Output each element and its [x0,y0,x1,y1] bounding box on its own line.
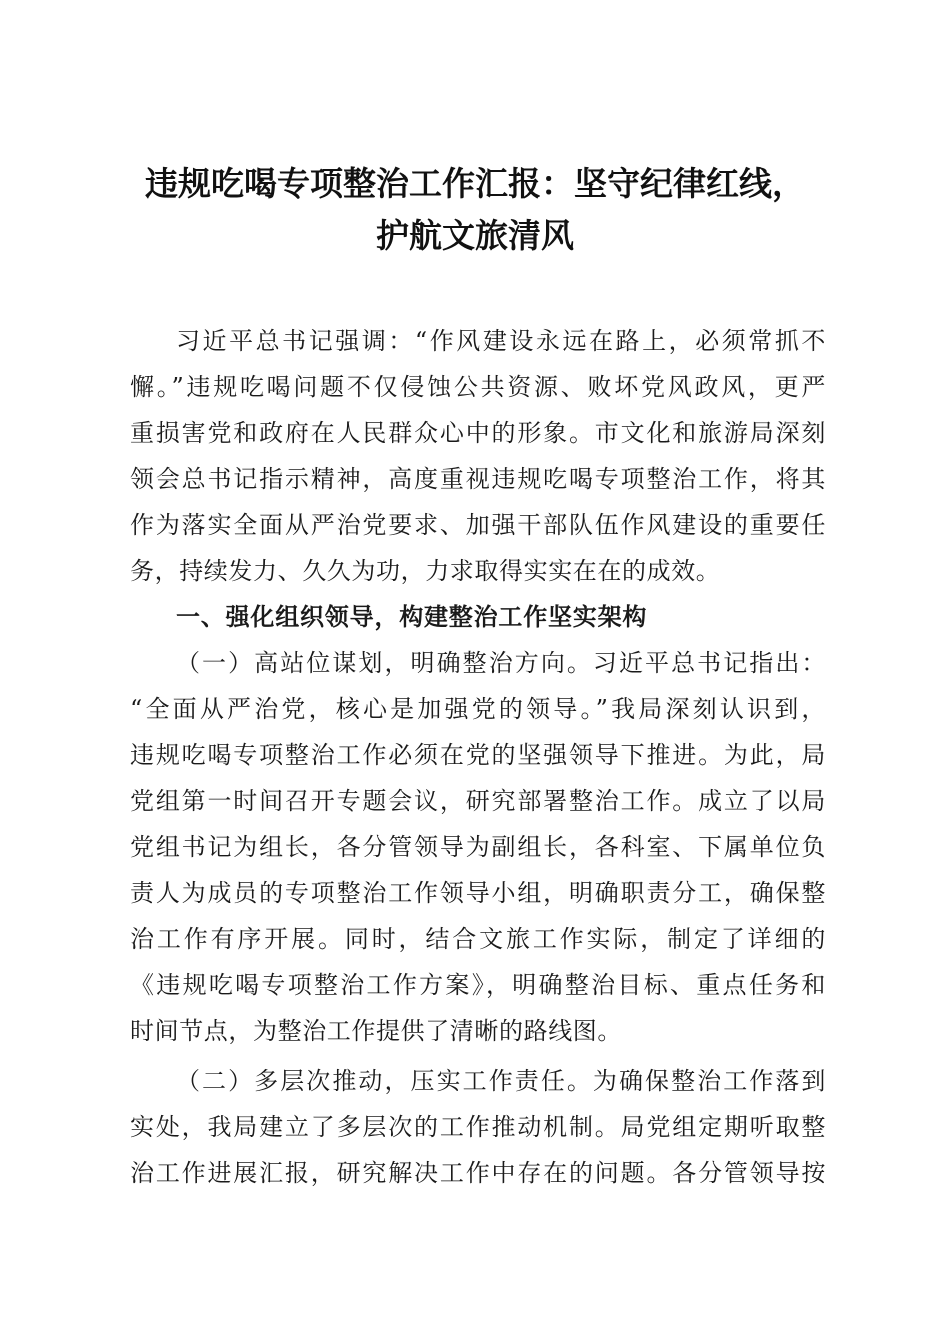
paragraph-line: 务，持续发力、久久为功，力求取得实实在在的成效。 [130,557,721,585]
subsection-2-paragraph [130,1058,826,1196]
paragraph-line: 违规吃喝专项整治工作必须在党的坚强领导下推进。为此，局 [130,741,826,769]
document-title [100,158,850,262]
paragraph-line: “全面从严治党，核心是加强党的领导。”我局深刻认识到， [130,695,826,723]
paragraph-line: 实处，我局建立了多层次的工作推动机制。局党组定期听取整 [130,1113,826,1141]
title-line-2: 护航文旅清风 [376,216,574,255]
paragraph-line: 习近平总书记强调：“作风建设永远在路上，必须常抓不 [176,327,826,355]
paragraph-line: 治工作有序开展。同时，结合文旅工作实际，制定了详细的 [130,925,826,953]
paragraph-line: 重损害党和政府在人民群众心中的形象。市文化和旅游局深刻 [130,419,826,447]
section-heading: 一、强化组织领导，构建整治工作坚实架构 [176,603,648,631]
paragraph-line: 治工作进展汇报，研究解决工作中存在的问题。各分管领导按 [130,1159,826,1187]
paragraph-line: 党组第一时间召开专题会议，研究部署整治工作。成立了以局 [130,787,826,815]
paragraph-line: 作为落实全面从严治党要求、加强干部队伍作风建设的重要任 [130,511,826,539]
paragraph-line: 领会总书记指示精神，高度重视违规吃喝专项整治工作，将其 [130,465,826,493]
paragraph-line: 《违规吃喝专项整治工作方案》，明确整治目标、重点任务和 [130,971,826,999]
paragraph-line: 时间节点，为整治工作提供了清晰的路线图。 [130,1017,622,1045]
paragraph-line: （一）高站位谋划，明确整治方向。习近平总书记指出： [176,649,826,677]
subsection-1-paragraph [130,640,826,1054]
paragraph-line: 责人为成员的专项整治工作领导小组，明确职责分工，确保整 [130,879,826,907]
paragraph-line: 懈。”违规吃喝问题不仅侵蚀公共资源、败坏党风政风，更严 [130,373,826,401]
title-line-1: 违规吃喝专项整治工作汇报：坚守纪律红线， [145,164,805,203]
intro-paragraph [130,318,826,594]
document-body [130,318,826,1196]
paragraph-line: 党组书记为组长，各分管领导为副组长，各科室、下属单位负 [130,833,826,861]
paragraph-line: （二）多层次推动，压实工作责任。为确保整治工作落到 [176,1067,826,1095]
